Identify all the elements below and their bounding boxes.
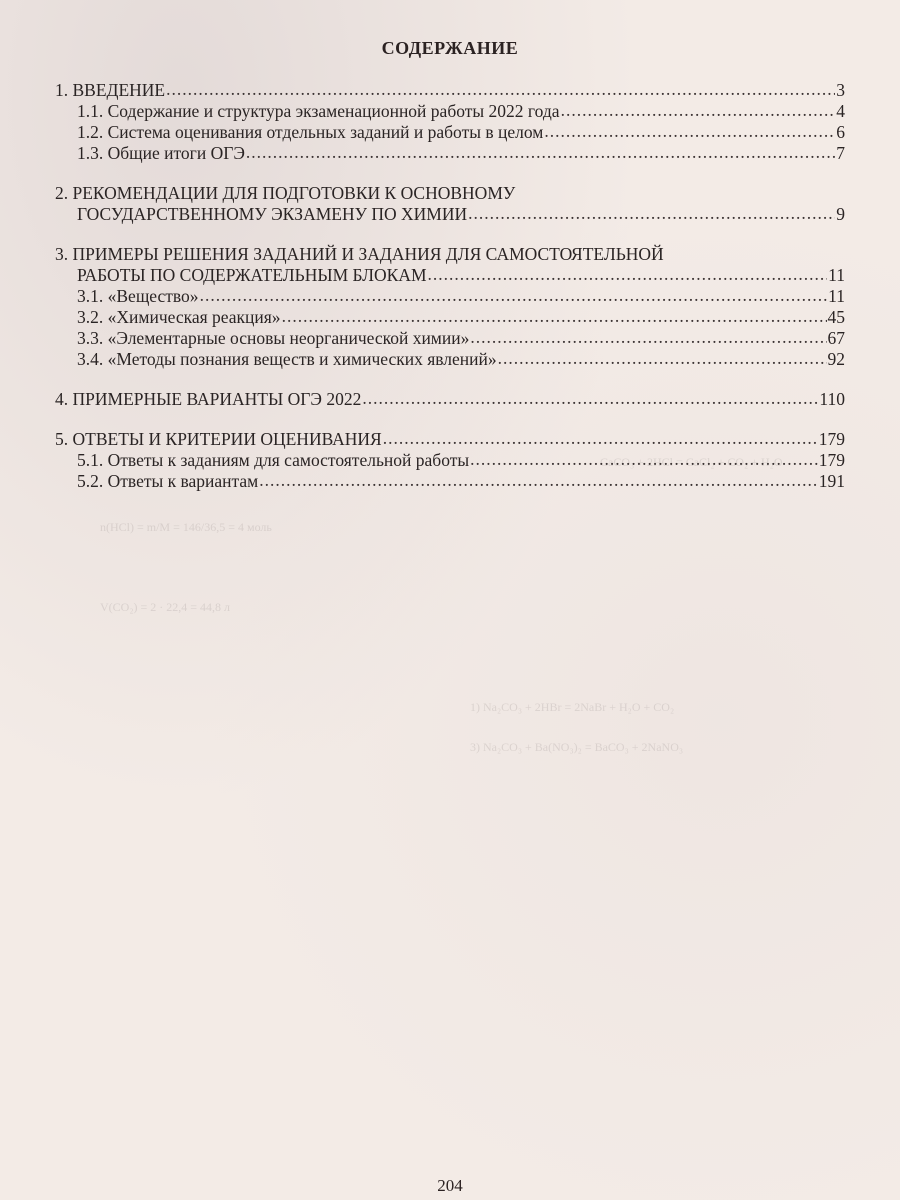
show-through-text: 3) Na₂CO₃ + Ba(NO₃)₂ = BaCO₃ + 2NaNO₃ — [470, 740, 684, 754]
toc-entry-page: 67 — [827, 328, 845, 348]
toc-entry-label: 1.2. Система оценивания отдельных заданий и работы в целом — [77, 122, 544, 142]
toc-entry-page: 92 — [827, 349, 845, 369]
leader-dots — [498, 351, 827, 365]
toc-entry-label: 5. ОТВЕТЫ И КРИТЕРИИ ОЦЕНИВАНИЯ — [55, 429, 382, 449]
toc-entry-1-2[interactable] — [55, 122, 845, 143]
toc-entry-label-line1: 3. ПРИМЕРЫ РЕШЕНИЯ ЗАДАНИЙ И ЗАДАНИЯ ДЛЯ САМОСТОЯТЕЛЬНОЙ — [55, 244, 664, 264]
page-title: СОДЕРЖАНИЕ — [381, 38, 519, 58]
toc-entry-page: 9 — [836, 204, 845, 224]
page-number: 204 — [437, 1176, 463, 1195]
toc-entry-1-1[interactable] — [55, 101, 845, 122]
toc-entry-page: 11 — [828, 265, 845, 285]
toc-entry-label-line1: 2. РЕКОМЕНДАЦИИ ДЛЯ ПОДГОТОВКИ К ОСНОВНОМУ — [55, 183, 516, 203]
leader-dots — [561, 103, 836, 117]
leader-dots — [470, 330, 826, 344]
toc-entry-section-4[interactable] — [55, 389, 845, 410]
toc-entry-label: 4. ПРИМЕРНЫЕ ВАРИАНТЫ ОГЭ 2022 — [55, 389, 362, 409]
show-through-text: CaCO₃ + 2HCl = CaCl₂ + CO₂ + H₂O — [600, 455, 783, 469]
toc-entry-page: 6 — [836, 122, 845, 142]
show-through-text: V(CO₂) = 2 · 22,4 = 44,8 л — [100, 600, 231, 614]
leader-dots — [383, 431, 818, 445]
table-of-contents — [55, 80, 845, 492]
leader-dots — [544, 124, 835, 138]
leader-dots — [200, 288, 828, 302]
leader-dots — [259, 473, 818, 487]
toc-entry-label: 1.3. Общие итоги ОГЭ — [77, 143, 245, 163]
toc-entry-label: 5.1. Ответы к заданиям для самостоятельной работы — [77, 450, 470, 470]
toc-entry-label: 5.2. Ответы к вариантам — [77, 471, 259, 491]
leader-dots — [468, 206, 835, 220]
leader-dots — [166, 82, 835, 96]
toc-entry-label: 1.1. Содержание и структура экзаменационной работы 2022 года — [77, 101, 560, 121]
toc-entry-section-3[interactable] — [55, 244, 845, 286]
toc-entry-page: 3 — [836, 80, 845, 100]
toc-entry-page: 7 — [836, 143, 845, 163]
toc-entry-page: 110 — [819, 389, 845, 409]
toc-entry-label: 3.4. «Методы познания веществ и химических явлений» — [77, 349, 497, 369]
toc-entry-1-3[interactable] — [55, 143, 845, 164]
leader-dots — [282, 309, 827, 323]
toc-entry-label: 1. ВВЕДЕНИЕ — [55, 80, 166, 100]
toc-entry-3-2[interactable] — [55, 307, 845, 328]
toc-entry-label-line2: РАБОТЫ ПО СОДЕРЖАТЕЛЬНЫМ БЛОКАМ — [77, 265, 427, 285]
toc-entry-page: 45 — [827, 307, 845, 327]
leader-dots — [362, 391, 818, 405]
toc-entry-page: 179 — [818, 450, 845, 470]
toc-entry-page: 4 — [836, 101, 845, 121]
toc-entry-page: 179 — [818, 429, 845, 449]
toc-entry-page: 11 — [828, 286, 845, 306]
show-through-text: n(HCl) = m/M = 146/36,5 = 4 моль — [100, 520, 272, 534]
toc-entry-label: 3.2. «Химическая реакция» — [77, 307, 281, 327]
toc-entry-3-3[interactable] — [55, 328, 845, 349]
toc-entry-3-1[interactable] — [55, 286, 845, 307]
toc-entry-5-1[interactable] — [55, 450, 845, 471]
show-through-text: 1) Na₂CO₃ + 2HBr = 2NaBr + H₂O + CO₂ — [470, 700, 675, 714]
toc-entry-section-5[interactable] — [55, 429, 845, 450]
toc-entry-label: 3.3. «Элементарные основы неорганической химии» — [77, 328, 470, 348]
toc-entry-3-4[interactable] — [55, 349, 845, 370]
toc-entry-5-2[interactable] — [55, 471, 845, 492]
toc-entry-section-2[interactable] — [55, 183, 845, 225]
toc-entry-label-line2: ГОСУДАРСТВЕННОМУ ЭКЗАМЕНУ ПО ХИМИИ — [77, 204, 468, 224]
toc-entry-section-1[interactable] — [55, 80, 845, 101]
toc-entry-page: 191 — [818, 471, 845, 491]
leader-dots — [246, 145, 835, 159]
leader-dots — [470, 452, 818, 466]
toc-entry-label: 3.1. «Вещество» — [77, 286, 199, 306]
leader-dots — [428, 267, 828, 281]
